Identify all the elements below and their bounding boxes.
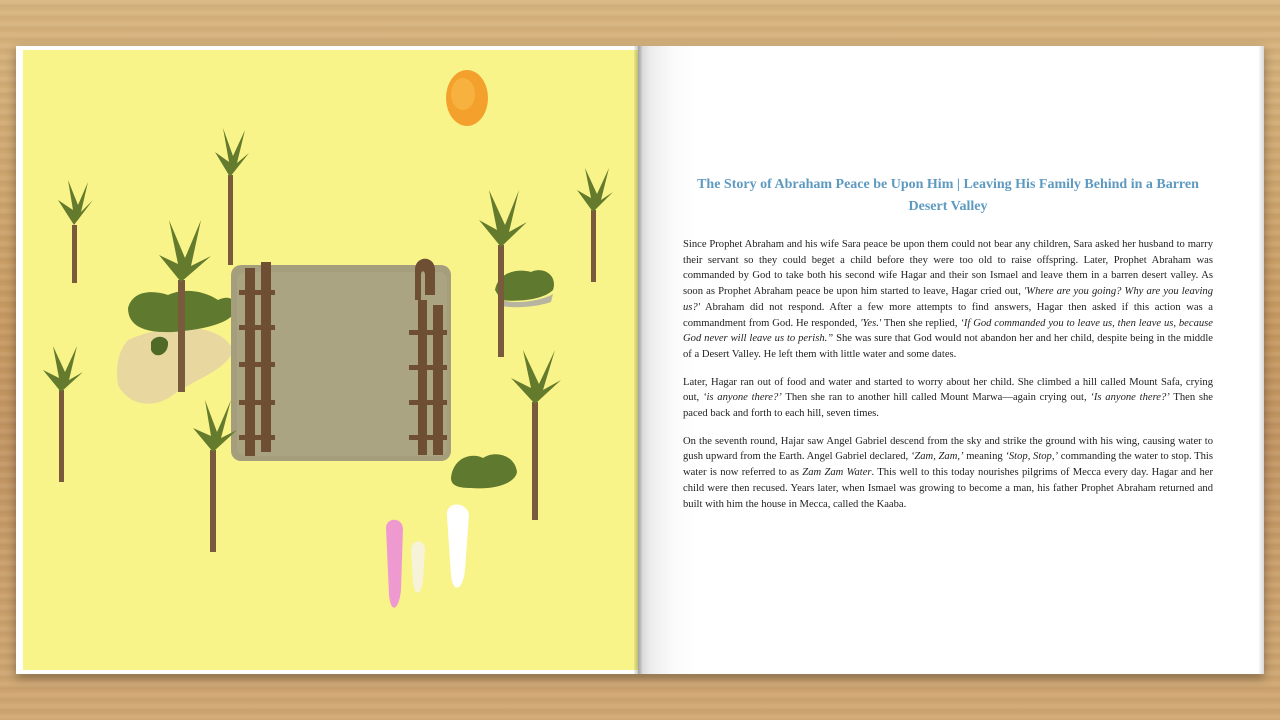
story-quote: ‘Stop, Stop,’ (1005, 451, 1059, 463)
desert-valley-illustration (23, 50, 638, 670)
palm-tree-icon (577, 168, 613, 282)
story-quote: Zam Zam Water (802, 467, 872, 479)
story-quote: ‘If God commanded you to leave us, then leave us, because God never will leave us to perish.” (683, 317, 1213, 345)
left-page (16, 46, 638, 674)
figure-pink-icon (386, 520, 403, 608)
story-text-run: Then she ran to another hill called Mount Marwa—again crying out, (781, 392, 1091, 404)
story-paragraph (683, 237, 1213, 363)
story-paragraph (683, 434, 1213, 513)
right-page (638, 46, 1264, 674)
story-title: The Story of Abraham Peace be Upon Him | Leaving His Family Behind in a Barren Desert Valley (697, 177, 1199, 214)
figure-white-icon (447, 504, 469, 587)
palm-tree-icon (193, 400, 237, 552)
palm-tree-icon (511, 350, 561, 520)
palm-tree-icon (215, 128, 249, 265)
illustration-svg (23, 50, 638, 670)
story-text-run: commanding the water to stop. This water is now referred to as (683, 451, 1213, 479)
figure-child-icon (411, 541, 425, 592)
story-quote: ‘is anyone there?’ (702, 392, 782, 404)
story-quote: 'Where are you going? Why are you leaving us?' (683, 286, 1213, 313)
story-quote: ‘Zam, Zam,’ (910, 451, 964, 463)
sun-highlight-icon (451, 78, 475, 110)
bush-right-bottom-icon (451, 454, 517, 488)
story-text-block (683, 174, 1213, 524)
story-text-run: . This well to this today nourishes pilgrims of Mecca every day. Hagar and her child were then recused. Years later, when Ismael was growing to become a man, his father Prophet Abraham returned and built with him the house in Mecca, called the Kaaba. (683, 467, 1213, 510)
story-text-run: Then she paced back and forth to each hill, seven times. (683, 392, 1214, 420)
palm-tree-icon (58, 180, 93, 283)
story-text-run: Later, Hagar ran out of food and water and started to worry about her child. She climbed a hill called Mount Safa, crying out, (683, 376, 1213, 404)
book-gutter (634, 46, 642, 674)
palm-tree-icon (43, 346, 83, 482)
story-text-run: meaning (963, 451, 1006, 463)
story-text-run: She was sure that God would not abandon her and her child, despite being in the middle of a Desert Valley. He left them with little water and some dates. (683, 333, 1213, 360)
story-text-run: On the seventh round, Hajar saw Angel Gabriel descend from the sky and strike the ground with his wing, causing water to gush upward from the Earth. Angel Gabriel declared, (683, 435, 1213, 463)
story-text-run: Since Prophet Abraham and his wife Sara peace be upon them could not bear any children, Sara asked her husband to marry their servant so they could beget a child before they were too old to raise offspring. Later, Prophet Abraham was commanded by God to take both his second wife Hagar and their son Ismael and leave them in a barren desert valley. As soon as Prophet Abraham peace be upon him started to leave, Hagar cried out, (683, 239, 1213, 298)
story-paragraph (683, 375, 1213, 422)
story-text-run: Then she replied, (881, 317, 961, 329)
story-quote: 'Yes.' (860, 317, 882, 329)
story-text-run: Abraham did not respond. After a few more attempts to find answers, Hagar then asked if this action was a commandment from God. He responded, (683, 301, 1213, 329)
story-quote: ‘Is anyone there?’ (1090, 392, 1170, 404)
sand-patch-icon (117, 328, 233, 404)
open-book (16, 46, 1264, 674)
